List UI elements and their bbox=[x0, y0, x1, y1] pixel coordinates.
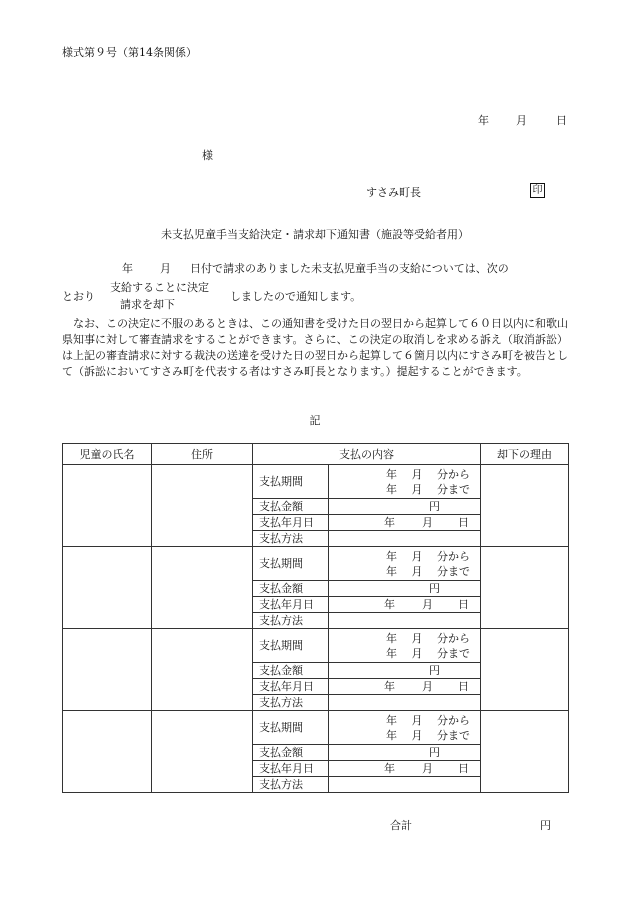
body-year: 年 bbox=[122, 262, 133, 275]
period-label: 支払期間 bbox=[253, 629, 329, 663]
pay-date-day: 日 bbox=[458, 762, 469, 775]
mayor-name: すさみ町長 bbox=[366, 186, 421, 199]
child-name-cell bbox=[63, 547, 152, 629]
table-row bbox=[63, 629, 569, 663]
appeal-paragraph: なお、この決定に不服のあるときは、この通知書を受けた日の翌日から起算して６０日以内に和歌山県知事に対して審査請求をすることができます。さらに、この決定の取消しを求める訴え（取消訴訟）は上記の審査請求に対する裁決の送達を受けた日の翌日から起算して６箇月以内にすさみ町を被告として（訴訟においてすさみ町を代表する者はすさみ町長となります。）提起することができます。 bbox=[62, 317, 568, 378]
pay-date-year: 年 bbox=[384, 516, 395, 529]
rejection-reason-cell bbox=[481, 465, 569, 547]
body-line-1 bbox=[122, 260, 509, 276]
rejection-reason-cell bbox=[481, 711, 569, 793]
pay-date-label: 支払年月日 bbox=[253, 597, 329, 613]
address-cell bbox=[152, 547, 253, 629]
choice-reject: 請求を却下 bbox=[120, 298, 175, 311]
choice-decide: 支給することに決定 bbox=[110, 281, 209, 294]
payment-table bbox=[62, 443, 569, 793]
pay-method-label: 支払方法 bbox=[253, 613, 329, 629]
issue-date-day: 日 bbox=[556, 114, 567, 127]
period-label: 支払期間 bbox=[253, 547, 329, 581]
body-tail: しましたので通知します。 bbox=[230, 290, 362, 303]
table-row bbox=[63, 547, 569, 581]
amount-unit: 円 bbox=[429, 746, 440, 759]
header-rejection-reason: 却下の理由 bbox=[481, 444, 569, 465]
period-from: 年 月 分から bbox=[386, 632, 470, 645]
amount-value bbox=[329, 581, 481, 597]
table-row bbox=[63, 711, 569, 745]
header-child-name: 児童の氏名 bbox=[63, 444, 152, 465]
total-label: 合計 bbox=[390, 819, 412, 832]
period-from: 年 月 分から bbox=[386, 550, 470, 563]
period-value bbox=[329, 629, 481, 663]
address-cell bbox=[152, 629, 253, 711]
pay-date-day: 日 bbox=[458, 598, 469, 611]
amount-label: 支払金額 bbox=[253, 745, 329, 761]
issue-date bbox=[478, 112, 567, 128]
pay-date-value bbox=[329, 761, 481, 777]
child-name-cell bbox=[63, 711, 152, 793]
period-value bbox=[329, 711, 481, 745]
document-title: 未支払児童手当支給決定・請求却下通知書（施設等受給者用） bbox=[161, 228, 469, 241]
pay-date-label: 支払年月日 bbox=[253, 515, 329, 531]
issue-date-year: 年 bbox=[478, 114, 489, 127]
total-line bbox=[390, 817, 551, 833]
pay-date-year: 年 bbox=[384, 680, 395, 693]
form-number: 様式第９号（第14条関係） bbox=[62, 46, 197, 59]
amount-label: 支払金額 bbox=[253, 581, 329, 597]
amount-unit: 円 bbox=[429, 664, 440, 677]
period-value bbox=[329, 465, 481, 499]
pay-date-month: 月 bbox=[422, 598, 433, 611]
pay-method-value bbox=[329, 777, 481, 793]
seal-mark: 印 bbox=[530, 183, 545, 198]
pay-method-label: 支払方法 bbox=[253, 777, 329, 793]
body-month: 月 bbox=[160, 262, 171, 275]
period-to: 年 月 分まで bbox=[386, 565, 470, 578]
amount-label: 支払金額 bbox=[253, 499, 329, 515]
amount-unit: 円 bbox=[429, 500, 440, 513]
rejection-reason-cell bbox=[481, 547, 569, 629]
address-cell bbox=[152, 711, 253, 793]
header-address: 住所 bbox=[152, 444, 253, 465]
pay-method-value bbox=[329, 695, 481, 711]
address-cell bbox=[152, 465, 253, 547]
pay-date-month: 月 bbox=[422, 762, 433, 775]
period-to: 年 月 分まで bbox=[386, 647, 470, 660]
pay-date-year: 年 bbox=[384, 598, 395, 611]
pay-date-day: 日 bbox=[458, 680, 469, 693]
child-name-cell bbox=[63, 465, 152, 547]
amount-label: 支払金額 bbox=[253, 663, 329, 679]
pay-method-label: 支払方法 bbox=[253, 695, 329, 711]
total-unit: 円 bbox=[540, 819, 551, 832]
pay-method-value bbox=[329, 531, 481, 547]
pay-method-label: 支払方法 bbox=[253, 531, 329, 547]
pay-date-value bbox=[329, 679, 481, 695]
pay-date-label: 支払年月日 bbox=[253, 761, 329, 777]
period-label: 支払期間 bbox=[253, 465, 329, 499]
body-line-1-text: 日付で請求のありました未支払児童手当の支給については、次の bbox=[190, 262, 509, 275]
header-payment-content: 支払の内容 bbox=[253, 444, 481, 465]
period-to: 年 月 分まで bbox=[386, 483, 470, 496]
table-row bbox=[63, 465, 569, 499]
amount-value bbox=[329, 663, 481, 679]
body-toori: とおり bbox=[62, 290, 95, 303]
period-to: 年 月 分まで bbox=[386, 729, 470, 742]
period-from: 年 月 分から bbox=[386, 468, 470, 481]
pay-date-day: 日 bbox=[458, 516, 469, 529]
amount-value bbox=[329, 499, 481, 515]
period-label: 支払期間 bbox=[253, 711, 329, 745]
pay-date-value bbox=[329, 515, 481, 531]
pay-date-value bbox=[329, 597, 481, 613]
child-name-cell bbox=[63, 629, 152, 711]
pay-date-month: 月 bbox=[422, 516, 433, 529]
rejection-reason-cell bbox=[481, 629, 569, 711]
addressee-suffix: 様 bbox=[202, 149, 213, 162]
issue-date-month: 月 bbox=[516, 114, 527, 127]
pay-date-label: 支払年月日 bbox=[253, 679, 329, 695]
pay-date-year: 年 bbox=[384, 762, 395, 775]
table-header-row bbox=[63, 444, 569, 465]
period-value bbox=[329, 547, 481, 581]
amount-value bbox=[329, 745, 481, 761]
amount-unit: 円 bbox=[429, 582, 440, 595]
ki-heading: 記 bbox=[309, 414, 321, 427]
pay-method-value bbox=[329, 613, 481, 629]
pay-date-month: 月 bbox=[422, 680, 433, 693]
period-from: 年 月 分から bbox=[386, 714, 470, 727]
